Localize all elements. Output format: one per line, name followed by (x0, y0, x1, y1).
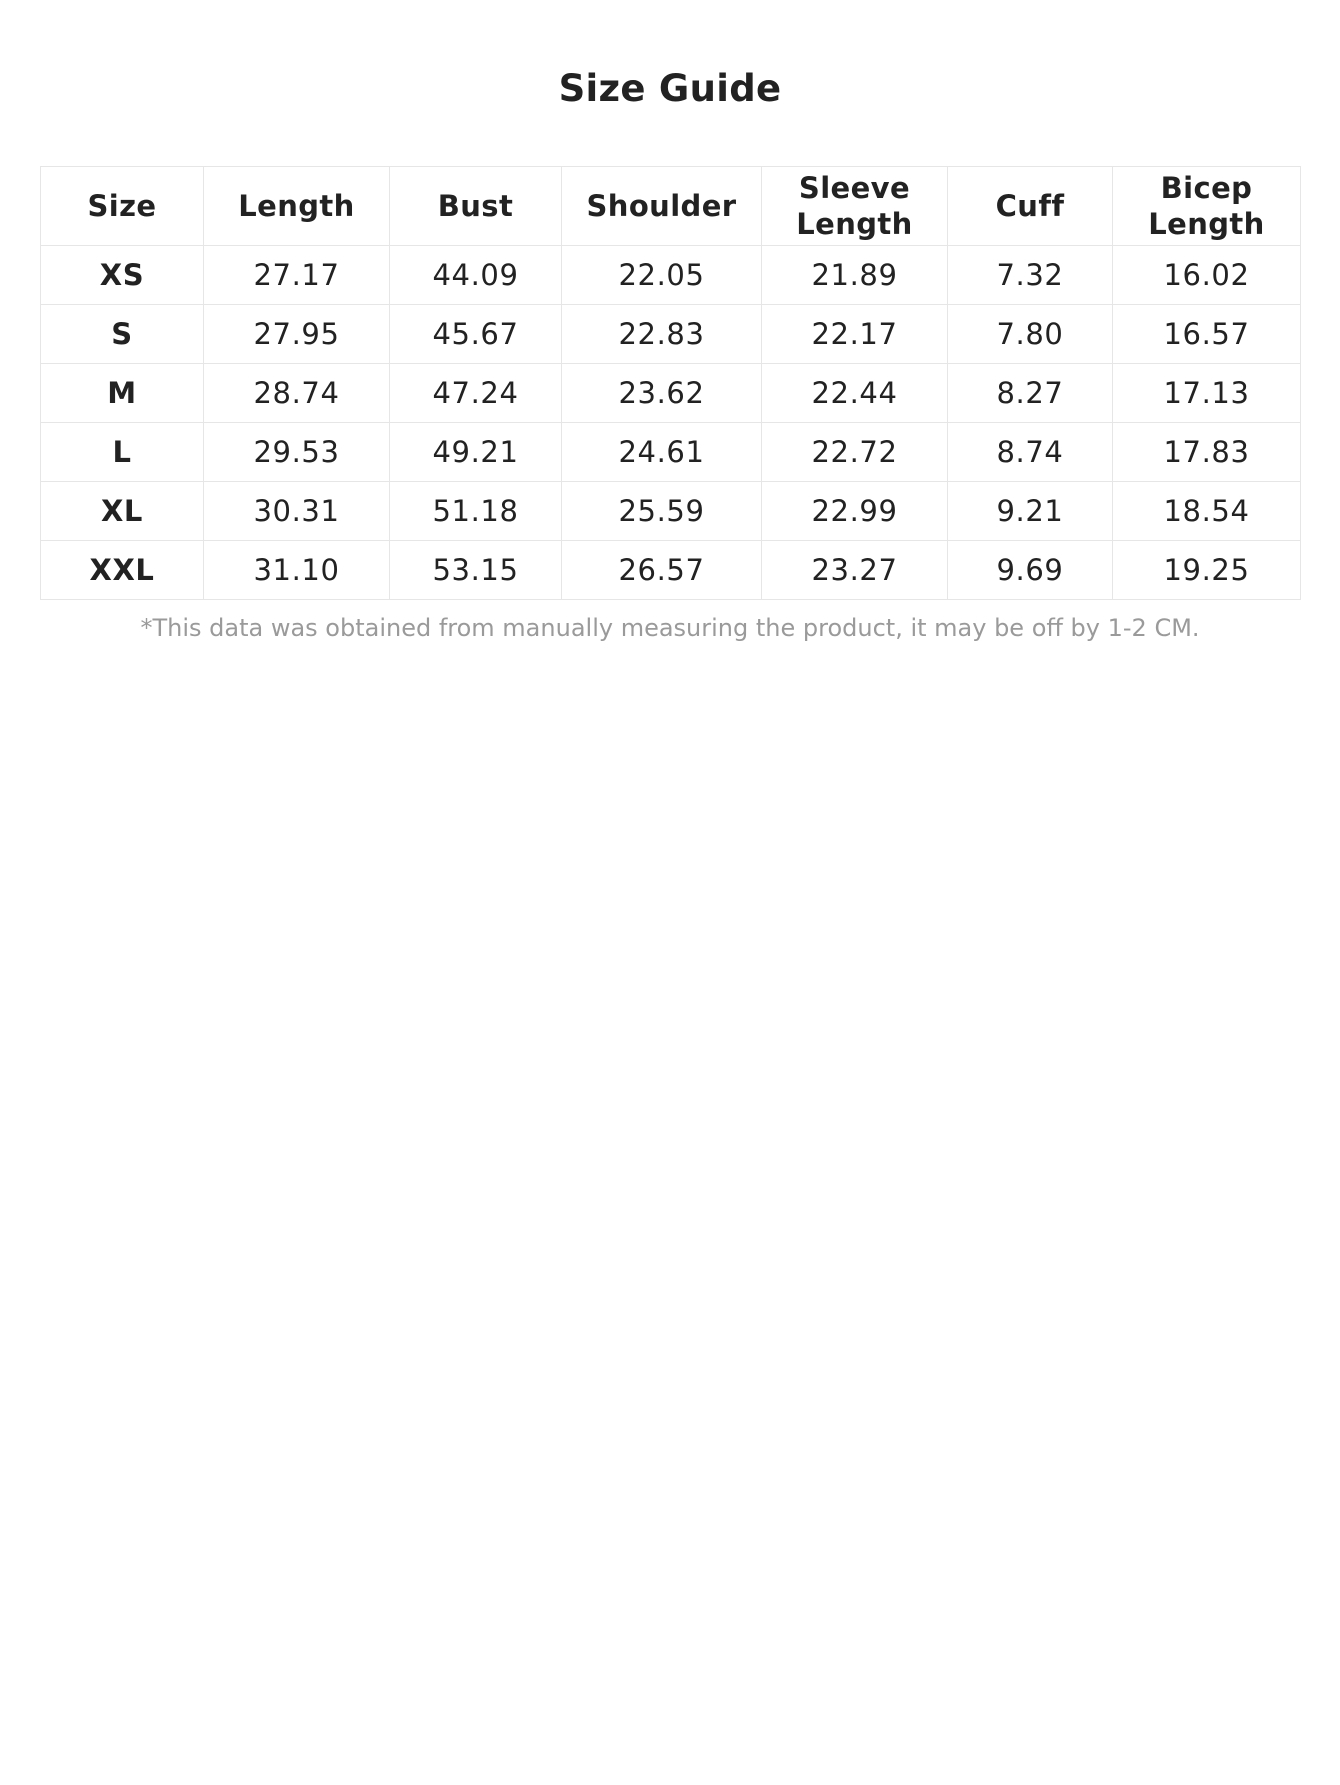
measurement-disclaimer: *This data was obtained from manually measuring the product, it may be off by 1-2 CM. (140, 614, 1200, 642)
bicep-length-cell: 17.13 (1113, 364, 1301, 423)
column-header-size: Size (41, 167, 204, 246)
size-cell: XS (41, 246, 204, 305)
length-cell: 28.74 (204, 364, 390, 423)
size-cell: L (41, 423, 204, 482)
table-row (41, 423, 1301, 482)
size-cell: S (41, 305, 204, 364)
table-row (41, 482, 1301, 541)
table-row (41, 305, 1301, 364)
length-cell: 27.17 (204, 246, 390, 305)
size-cell: XXL (41, 541, 204, 600)
column-header-shoulder: Shoulder (562, 167, 762, 246)
shoulder-cell: 22.83 (562, 305, 762, 364)
bicep-length-cell: 17.83 (1113, 423, 1301, 482)
length-cell: 30.31 (204, 482, 390, 541)
bicep-length-cell: 18.54 (1113, 482, 1301, 541)
cuff-cell: 7.80 (948, 305, 1113, 364)
shoulder-cell: 24.61 (562, 423, 762, 482)
sleeve-length-cell: 23.27 (762, 541, 948, 600)
column-header-length: Length (204, 167, 390, 246)
shoulder-cell: 23.62 (562, 364, 762, 423)
shoulder-cell: 22.05 (562, 246, 762, 305)
bust-cell: 53.15 (390, 541, 562, 600)
size-guide-table (40, 166, 1301, 600)
column-header-cuff: Cuff (948, 167, 1113, 246)
bust-cell: 44.09 (390, 246, 562, 305)
table-header-row (41, 167, 1301, 246)
bust-cell: 47.24 (390, 364, 562, 423)
length-cell: 31.10 (204, 541, 390, 600)
length-cell: 27.95 (204, 305, 390, 364)
bust-cell: 45.67 (390, 305, 562, 364)
length-cell: 29.53 (204, 423, 390, 482)
sleeve-length-cell: 21.89 (762, 246, 948, 305)
sleeve-length-cell: 22.17 (762, 305, 948, 364)
table-row (41, 364, 1301, 423)
sleeve-length-cell: 22.44 (762, 364, 948, 423)
column-header-bust: Bust (390, 167, 562, 246)
sleeve-length-cell: 22.72 (762, 423, 948, 482)
cuff-cell: 9.21 (948, 482, 1113, 541)
bicep-length-cell: 19.25 (1113, 541, 1301, 600)
table-row (41, 246, 1301, 305)
size-cell: XL (41, 482, 204, 541)
table-row (41, 541, 1301, 600)
bicep-length-cell: 16.02 (1113, 246, 1301, 305)
shoulder-cell: 25.59 (562, 482, 762, 541)
shoulder-cell: 26.57 (562, 541, 762, 600)
sleeve-length-cell: 22.99 (762, 482, 948, 541)
size-cell: M (41, 364, 204, 423)
cuff-cell: 8.74 (948, 423, 1113, 482)
cuff-cell: 8.27 (948, 364, 1113, 423)
bust-cell: 51.18 (390, 482, 562, 541)
bicep-length-cell: 16.57 (1113, 305, 1301, 364)
column-header-bicep-length: Bicep Length (1113, 167, 1301, 246)
page-title: Size Guide (558, 67, 782, 110)
column-header-sleeve-length: Sleeve Length (762, 167, 948, 246)
bust-cell: 49.21 (390, 423, 562, 482)
cuff-cell: 9.69 (948, 541, 1113, 600)
cuff-cell: 7.32 (948, 246, 1113, 305)
